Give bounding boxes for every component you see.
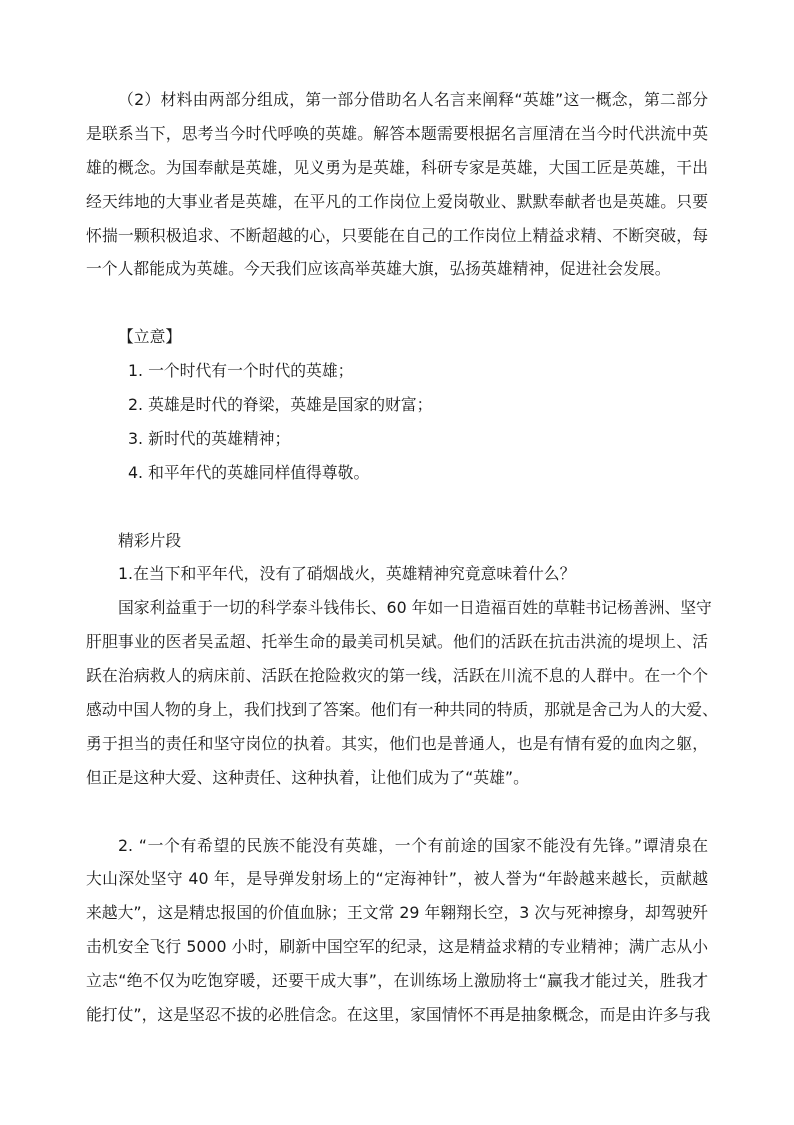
spacer bbox=[86, 795, 708, 829]
theme-item: 1. 一个时代有一个时代的英雄； bbox=[128, 361, 354, 381]
excerpts-section bbox=[86, 524, 718, 1032]
analysis-line: 一个人都能成为英雄。今天我们应该高举英雄大旗，弘扬英雄精神，促进社会发展。 bbox=[86, 259, 671, 279]
passage-line: 来越大”，这是精忠报国的价值血脉；王文常 29 年翱翔长空，3 次与死神擦身，却驾驶歼 bbox=[86, 903, 709, 923]
theme-item: 3. 新时代的英雄精神； bbox=[128, 428, 291, 448]
theme-section bbox=[86, 320, 708, 489]
theme-heading: 【立意】 bbox=[118, 327, 182, 347]
analysis-section bbox=[86, 83, 708, 286]
passage-line: 勇于担当的责任和坚守岗位的执着。其实，他们也是普通人，也是有情有爱的血肉之躯， bbox=[86, 733, 708, 753]
document-page bbox=[86, 83, 718, 1032]
analysis-line: 怀揣一颗积极追求、不断超越的心，只要能在自己的工作岗位上精益求精、不断突破，每 bbox=[86, 225, 708, 245]
spacer bbox=[86, 286, 708, 320]
passage-line: 国家利益重于一切的科学泰斗钱伟长、60 年如一日造福百姓的草鞋书记杨善洲、坚守 bbox=[118, 598, 712, 618]
theme-item: 2. 英雄是时代的脊梁，英雄是国家的财富； bbox=[128, 395, 433, 415]
analysis-line: 经天纬地的大事业者是英雄，在平凡的工作岗位上爱岗敬业、默默奉献者也是英雄。只要 bbox=[86, 191, 708, 211]
analysis-line: 是联系当下，思考当今时代呼唤的英雄。解答本题需要根据名言厘清在当今时代洪流中英 bbox=[86, 123, 708, 143]
passage-line: 2. “一个有希望的民族不能没有英雄，一个有前途的国家不能没有先锋。”谭清泉在 bbox=[118, 835, 708, 855]
passage-line: 肝胆事业的医者吴孟超、托举生命的最美司机吴斌。他们的活跃在抗击洪流的堤坝上、活 bbox=[86, 632, 708, 652]
excerpt-question: 1.在当下和平年代，没有了硝烟战火，英雄精神究竟意味着什么？ bbox=[118, 564, 576, 584]
passage-line: 跃在治病救人的病床前、活跃在抢险救灾的第一线，活跃在川流不息的人群中。在一个个 bbox=[86, 666, 708, 686]
passage-line: 但正是这种大爱、这种责任、这种执着，让他们成为了“英雄”。 bbox=[86, 767, 529, 787]
analysis-line: （2）材料由两部分组成，第一部分借助名人名言来阐释“英雄”这一概念，第二部分 bbox=[118, 90, 708, 109]
analysis-line: 雄的概念。为国奉献是英雄，见义勇为是英雄，科研专家是英雄，大国工匠是英雄，干出 bbox=[86, 157, 708, 177]
excerpts-heading: 精彩片段 bbox=[118, 530, 182, 550]
passage-line: 感动中国人物的身上，我们找到了答案。他们有一种共同的特质，那就是舍己为人的大爱、 bbox=[86, 700, 718, 720]
passage-line: 立志“绝不仅为吃饱穿暖，还要干成大事”，在训练场上激励将士“赢我才能过关，胜我才 bbox=[86, 971, 708, 991]
excerpt-passage-1 bbox=[86, 591, 718, 794]
passage-line: 击机安全飞行 5000 小时，刷新中国空军的纪录，这是精益求精的专业精神；满广志从小 bbox=[86, 937, 708, 957]
passage-line: 大山深处坚守 40 年，是导弹发射场上的“定海神针”，被人誉为“年龄越来越长，贡献越 bbox=[86, 869, 708, 889]
passage-line: 能打仗”，这是坚忍不拔的必胜信念。在这里，家国情怀不再是抽象概念，而是由许多与我 bbox=[86, 1005, 711, 1025]
theme-item: 4. 和平年代的英雄同样值得尊敬。 bbox=[128, 462, 370, 482]
excerpt-passage-2 bbox=[86, 829, 711, 1032]
spacer bbox=[86, 490, 708, 524]
